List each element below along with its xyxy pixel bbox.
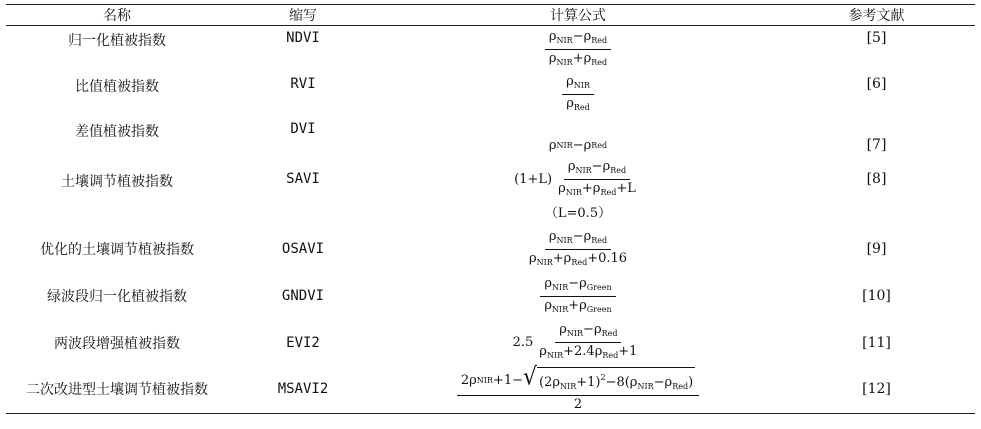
table-row: [6, 225, 975, 273]
row-formula: [378, 273, 778, 320]
header-abbr: 缩写: [289, 8, 317, 24]
row-ref: [11]: [862, 334, 891, 351]
table-row: [6, 157, 975, 225]
row-ref: [6]: [866, 75, 887, 92]
row-name: 两波段增强植被指数: [54, 335, 180, 352]
ndvi-formula: $\frac{\rho_{NIR}-\rho_{Red}}{\rho_{NIR}+\rho_{Red}}$: [543, 29, 613, 70]
header-formula: 计算公式: [550, 8, 606, 24]
row-name: 归一化植被指数: [68, 33, 166, 49]
table-row: [6, 273, 975, 320]
table-row: [6, 320, 975, 366]
row-abbr: MSAVI2: [277, 381, 329, 398]
header-name: 名称: [103, 8, 131, 24]
row-name: 差值植被指数: [75, 123, 159, 140]
table-header: [6, 5, 975, 26]
evi2-formula: 2.5 $\frac{\rho_{NIR}-\rho_{Red}}{\rho_{NIR}+2.4\rho_{Red}+1}$: [512, 322, 638, 360]
row-abbr: OSAVI: [281, 240, 325, 257]
row-name: 比值植被指数: [75, 78, 159, 95]
row-abbr: SAVI: [286, 170, 320, 187]
row-formula: [378, 72, 778, 117]
row-formula: [378, 157, 778, 225]
header-ref: 参考文献: [848, 8, 905, 24]
row-ref: [7]: [866, 136, 887, 153]
row-formula: [378, 117, 778, 157]
header-row: [6, 5, 975, 26]
table-row: [6, 117, 975, 157]
row-formula: [378, 320, 778, 366]
row-abbr: EVI2: [286, 334, 320, 351]
table-row: [6, 72, 975, 117]
row-name: 绿波段归一化植被指数: [47, 289, 187, 305]
row-name: 二次改进型土壤调节植被指数: [26, 382, 208, 399]
table-row: [6, 26, 975, 72]
osavi-formula: $\frac{\rho_{NIR}-\rho_{Red}}{\rho_{NIR}+\rho_{Red}+0.16}$: [528, 228, 628, 267]
row-formula: [378, 26, 778, 72]
row-abbr: RVI: [290, 75, 316, 92]
gndvi-formula: $\frac{\rho_{NIR}-\rho_{Green}}{\rho_{NIR}+\rho_{Green}}$: [538, 276, 617, 317]
savi-formula: (1+L) $\frac{\rho_{NIR}-\rho_{Red}}{\rho_{NIR}+\rho_{Red}+L}$: [514, 158, 636, 197]
rvi-formula: $\frac{\rho_{NIR}}{\rho_{Red}}$: [560, 74, 596, 115]
row-name: 土壤调节植被指数: [61, 173, 173, 190]
row-abbr: DVI: [290, 120, 316, 137]
savi-note: （L=0.5）: [544, 205, 612, 221]
dvi-formula: ρ NIR −ρ Red: [548, 137, 608, 153]
row-abbr: NDVI: [286, 30, 320, 46]
table-row: [6, 366, 975, 414]
row-ref: [9]: [866, 240, 887, 257]
row-ref: [8]: [866, 170, 887, 187]
row-ref: [5]: [866, 30, 887, 46]
table-body: [6, 26, 975, 414]
row-name: 优化的土壤调节植被指数: [40, 241, 194, 258]
vegetation-index-table: [6, 4, 975, 414]
row-ref: [12]: [862, 381, 891, 398]
row-formula: [378, 225, 778, 273]
msavi2-formula: 2ρ NIR +1− √ $(2\rho_{NIR}+1)^2-8(\rho_{NIR}-\rho_{Red})$ 2: [455, 367, 701, 412]
row-ref: [10]: [862, 288, 891, 304]
row-formula: [378, 363, 778, 414]
row-abbr: GNDVI: [281, 288, 325, 304]
